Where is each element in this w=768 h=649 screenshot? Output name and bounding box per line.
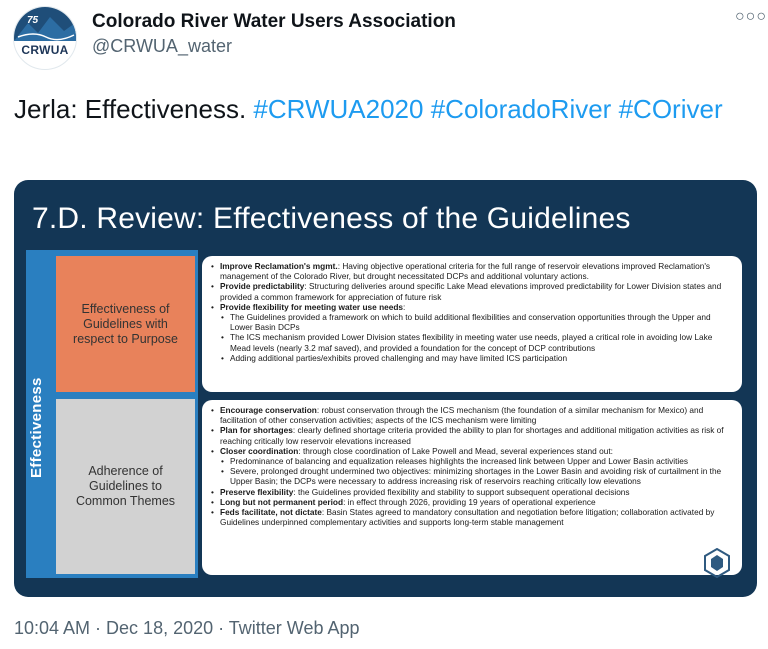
bullet-text: : Structuring deliveries around specific Lake Mead elevations improved predictability for Lower Division states and provided a common framework for appreciation of future risk [220,281,722,302]
bullet-item [210,497,732,507]
bullet-item [210,446,732,456]
bullet-item [210,302,732,312]
avatar-years: 75 [27,15,39,26]
bullet-heading: Improve Reclamation's mgmt. [220,261,338,271]
sub-bullet-item [210,466,732,486]
mountain-logo-icon [14,7,77,70]
bullet-text: : Basin States agreed to mandatory consultation and negotiation before litigation; collaboration activated by Guidelines underpinned complementary activities and supports long-term stable management [220,507,715,528]
bullet-text: Predominance of balancing and equalization releases highlights the increased link between Upper and Lower Basin activities [230,456,688,467]
side-label-text: Effectiveness [28,377,45,478]
bullet-heading: Provide predictability [220,281,305,292]
bullet-item [210,281,732,301]
bullet-heading: Encourage conservation [220,405,317,415]
bullet-item [210,507,732,527]
tweet-image[interactable] [14,180,757,597]
hashtag-crwua2020[interactable]: #CRWUA2020 [253,94,424,124]
bullet-text: : the Guidelines provided flexibility and stability to support subsequent operational decisions [293,486,630,497]
bullet-text: : in effect through 2026, providing 19 years of operational experience [343,496,596,507]
purpose-box [56,256,195,392]
tweet-timestamp[interactable]: 10:04 AM · Dec 18, 2020 · Twitter Web App [14,618,360,638]
account-name[interactable]: Colorado River Water Users Association [92,11,456,32]
bullet-item [210,405,732,425]
bullet-text: The Guidelines provided a framework on which to build additional flexibilities and conservation opportunities through the Upper and Lower Basin DCPs [230,312,711,333]
themes-panel [202,400,742,575]
avatar-text: CRWUA [21,43,69,57]
sub-bullet-item [210,353,732,363]
themes-box-text: Adherence of Guidelines to Common Themes [75,464,176,508]
bullet-heading: Feds facilitate, not dictate [220,507,322,518]
bullet-text: Adding additional parties/exhibits proved challenging and may have limited ICS participation [230,352,568,363]
purpose-box-text: Effectiveness of Guidelines with respect to Purpose [73,301,178,346]
bullet-text: : Having objective operational criteria for the full range of reservoir elevations improved Reclamation's management of the Colorado River, but drought necessitated DCPs and additional voluntary actions. [220,261,711,282]
themes-box [56,399,195,574]
account-handle[interactable]: @CRWUA_water [92,36,232,56]
sub-bullet-item [210,332,732,352]
hashtag-coriver[interactable]: #COriver [618,94,723,124]
bullet-text: : through close coordination of Lake Powell and Mead, several experiences stand out: [298,445,613,456]
bullet-text: Severe, prolonged drought undermined two objectives: minimizing shortages in the Lower Basin and avoiding risk of curtailment in the Upper Basin; the DCPs were necessary to address increasing risk of reservoirs reaching critically low elevations [230,466,722,487]
bullet-text: : robust conservation through the ICS mechanism (the foundation of a similar mechanism for Mexico) and facilitation of other conservation activities; aspects of the ICS mechanism were limiting [220,405,704,426]
bullet-item [210,487,732,497]
bullet-text: : clearly defined shortage criteria provided the ability to plan for shortages and additional mitigation activities as risk of reaching critically low reservoir elevations increased [220,425,724,446]
bullet-text: : [403,301,406,312]
hashtag-coloradoriver[interactable]: #ColoradoRiver [430,94,612,124]
avatar[interactable] [13,6,77,70]
slide-title: 7.D. Review: Effectiveness of the Guidelines [32,202,631,235]
bullet-item [210,425,732,445]
tweet-text [14,88,734,130]
slide-logo-icon [704,548,730,578]
bullet-item [210,261,732,281]
sub-bullet-item [210,312,732,332]
bullet-heading: Plan for shortages [220,425,293,436]
more-horizontal-icon[interactable]: ○○○ [735,8,767,25]
bullet-heading: Provide flexibility for meeting water use needs [220,301,404,312]
sub-bullet-item [210,456,732,466]
bullet-heading: Closer coordination [220,445,299,456]
bullet-text: The ICS mechanism provided Lower Division states flexibility in meeting water use needs, played a critical role in avoiding low Lake Mead levels (nearly 3.2 maf saved), and provided a foundation for the concept of DCP contributions [230,332,713,353]
bullet-heading: Preserve flexibility [220,486,294,497]
purpose-panel [202,256,742,392]
bullet-heading: Long but not permanent period [220,496,344,507]
tweet-text-plain: Jerla: Effectiveness. [14,94,247,124]
